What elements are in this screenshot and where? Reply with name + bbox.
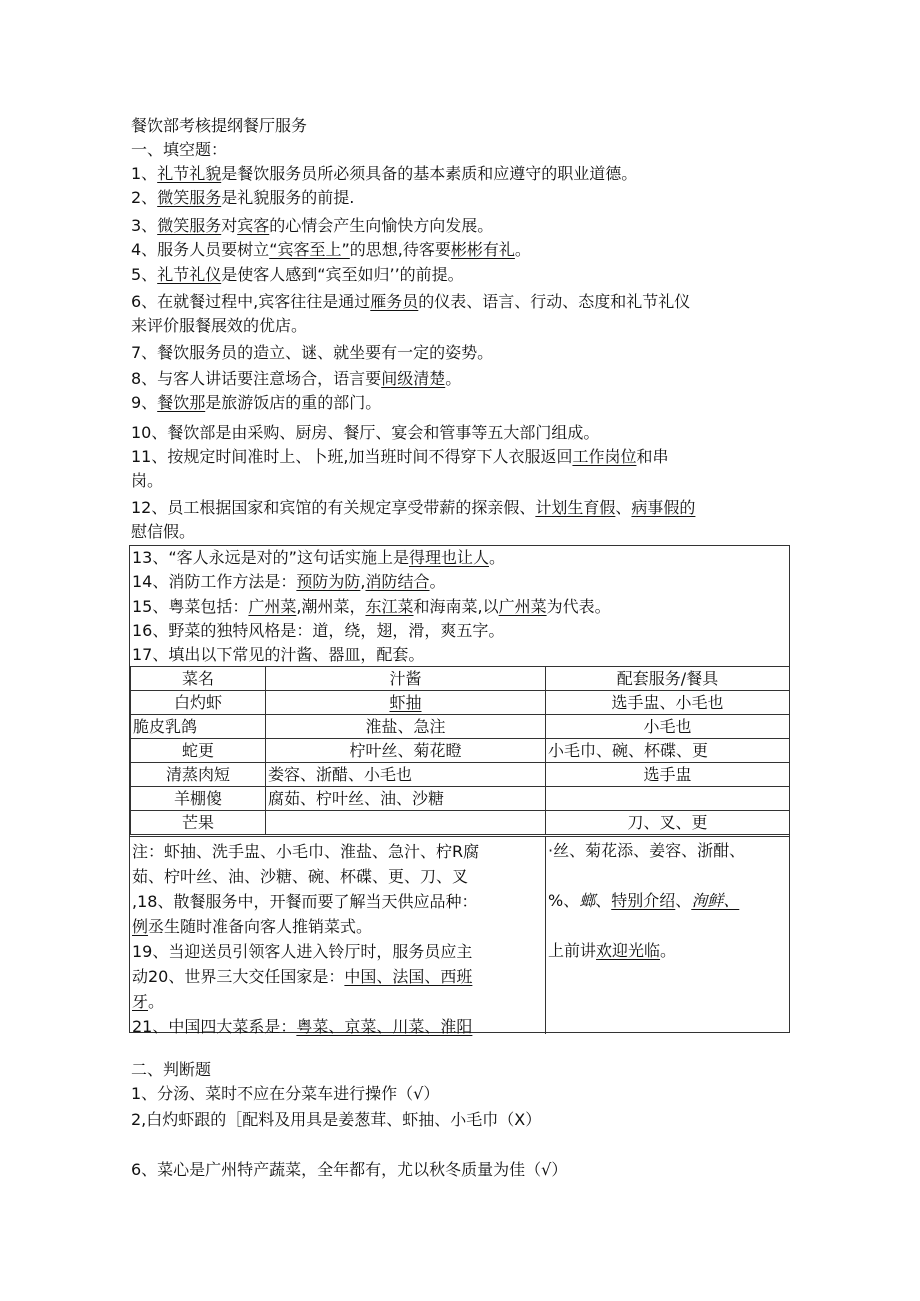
answer: 得理也让人 <box>408 548 489 567</box>
item-7: 7、餐饮服务员的造立、谜、就坐要有一定的姿势。 <box>131 343 494 362</box>
judge-item: 2,白灼虾跟的［配料及用具是姜葱茸、虾抽、小毛巾（X） <box>131 1110 542 1129</box>
answer: 礼节礼貌 <box>157 164 222 183</box>
judge-item: 1、分汤、菜时不应在分菜车进行操作（√） <box>131 1084 440 1103</box>
answer: 洵鲜、 <box>691 891 740 910</box>
notes-left <box>132 839 544 1039</box>
boxed-section <box>129 545 790 1036</box>
answer: 预防为防 <box>296 572 361 591</box>
item-num: 5、 <box>131 265 158 284</box>
answer: 微笑服务 <box>157 188 222 207</box>
table-cell: 羊棚傻 <box>131 787 266 811</box>
table-cell <box>266 811 546 835</box>
notes-right <box>545 837 790 1034</box>
item-num: 9、 <box>131 393 158 412</box>
item-text: 为代表。 <box>546 597 611 616</box>
answer: “宾客至上” <box>269 240 350 259</box>
section-heading-fill: 一、填空题： <box>131 140 228 159</box>
item-text: 是餐饮服务员所必须具备的基本素质和应遵守的职业道德。 <box>221 164 638 183</box>
note-line <box>132 964 544 989</box>
item-12 <box>131 496 695 520</box>
item-12-cont: 慰信假。 <box>131 522 196 541</box>
item-text: 15、粤菜包括： <box>132 597 249 616</box>
table-cell <box>546 787 790 811</box>
table-cell: 清蒸肉短 <box>131 763 266 787</box>
table-row <box>131 739 790 763</box>
item-9 <box>131 391 381 415</box>
item-text: 。 <box>445 369 462 388</box>
item-11-cont: 岗。 <box>131 471 164 490</box>
item-6-cont: 来评价服餐展效的优店。 <box>131 316 308 335</box>
table-cell: 淮盐、急注 <box>266 715 546 739</box>
note-text: 、 <box>595 891 612 910</box>
answer: 广州菜 <box>498 597 547 616</box>
item-4 <box>131 238 531 262</box>
item-text: 和串 <box>636 447 669 466</box>
table-cell: 选手盅 <box>546 763 790 787</box>
table-header: 配套服务/餐具 <box>546 667 790 691</box>
table-cell: 虾抽 <box>389 692 422 712</box>
table-header: 汁酱 <box>266 667 546 691</box>
answer: 东江菜 <box>365 597 414 616</box>
section-heading-judge: 二、判断题 <box>131 1060 212 1079</box>
table-cell: 小毛巾、碗、杯碟、更 <box>546 739 790 763</box>
item-text: 是使客人感到“宾至如归’’的前提。 <box>221 265 464 284</box>
item-text: 13、“客人永远是对的”这句话实施上是 <box>132 548 409 567</box>
notes-block <box>130 836 789 1034</box>
answer: 消防结合 <box>365 572 430 591</box>
judge-item: 6、菜心是广州特产蔬菜，全年都有，尤以秋冬质量为佳（√） <box>131 1160 568 1179</box>
table-cell: 刀、叉、更 <box>546 811 790 835</box>
item-15 <box>132 595 611 619</box>
item-text: 和海南菜,以 <box>413 597 499 616</box>
table-row <box>131 787 790 811</box>
table-cell: 蛇更 <box>131 739 266 763</box>
item-num: 3、 <box>131 216 158 235</box>
table-row <box>131 763 790 787</box>
item-text: 的仪表、语言、行动、态度和礼节礼仪 <box>418 292 691 311</box>
table-row <box>131 811 790 835</box>
note-line: 茹、柠叶丝、油、沙糖、碗、杯碟、更、刀、叉 <box>132 867 469 886</box>
table-cell: 娄容、浙醋、小毛也 <box>266 763 546 787</box>
item-14 <box>132 570 446 594</box>
table-header: 菜名 <box>131 667 266 691</box>
note-text: 。 <box>660 941 677 960</box>
answer: 彬彬有礼 <box>450 240 515 259</box>
item-text: 6、在就餐过程中,宾客往往是通过 <box>131 292 371 311</box>
answer: 病事假的 <box>631 498 696 517</box>
sauce-table <box>130 666 790 835</box>
note-line: 注：虾抽、洗手盅、小毛巾、淮盐、急汁、柠R腐 <box>132 842 480 861</box>
table-cell: 柠叶丝、菊花瞪 <box>266 739 546 763</box>
note-text: 、 <box>675 891 692 910</box>
item-text: 。 <box>514 240 531 259</box>
item-text: 、 <box>615 498 632 517</box>
item-text: 对 <box>221 216 238 235</box>
item-3 <box>131 214 493 238</box>
note-text: 。 <box>148 992 165 1011</box>
item-text: ,潮州菜， <box>296 597 366 616</box>
table-cell: 脆皮乳鸽 <box>131 715 266 739</box>
item-8 <box>131 367 461 391</box>
answer: 例 <box>132 917 149 936</box>
answer: 牙 <box>132 992 149 1011</box>
answer: 工作岗位 <box>572 447 637 466</box>
note-line: ·丝、菊花添、姜容、浙酣、 <box>548 841 746 860</box>
item-5 <box>131 263 464 287</box>
item-text: 是旅游饭店的重的部门。 <box>205 393 382 412</box>
item-10: 10、餐饮部是由采购、厨房、餐厅、宴会和管事等五大部门组成。 <box>131 423 600 442</box>
answer: 中国、法国、西班 <box>344 967 473 986</box>
item-num: 1、 <box>131 164 158 183</box>
answer: 粤菜、京菜、川菜、淮阳 <box>296 1017 473 1036</box>
table-cell: 芒果 <box>131 811 266 835</box>
item-text: 的思想,待客要 <box>349 240 451 259</box>
item-text: 4、服务人员要树立 <box>131 240 270 259</box>
answer: 特别介绍 <box>611 891 676 910</box>
note-line <box>132 1014 544 1039</box>
answer: 广州菜 <box>248 597 297 616</box>
note-line <box>132 989 544 1014</box>
note-text: 螂 <box>579 891 596 910</box>
item-13 <box>132 546 505 570</box>
table-row <box>131 715 790 739</box>
note-text: 丞生随时准备向客人推销菜式。 <box>148 917 373 936</box>
item-17: 17、填出以下常见的汁酱、器皿，配套。 <box>132 645 425 664</box>
item-1 <box>131 162 637 186</box>
note-line <box>132 914 544 939</box>
note-text: 21、中国四大菜系是： <box>132 1017 297 1036</box>
item-num: 2、 <box>131 188 158 207</box>
answer: 餐饮那 <box>157 393 206 412</box>
table-cell: 选手盅、小毛也 <box>546 691 790 715</box>
item-text: 14、消防工作方法是： <box>132 572 297 591</box>
item-text: 。 <box>429 572 446 591</box>
note-line: 19、当迎送员引领客人进入铃厅时，服务员应主 <box>132 942 473 961</box>
table-cell: 小毛也 <box>546 715 790 739</box>
item-text: , <box>360 572 366 591</box>
item-11 <box>131 445 668 469</box>
answer: 雁务员 <box>370 292 419 311</box>
answer: 间级清楚 <box>381 369 446 388</box>
answer: 宾客 <box>237 216 270 235</box>
item-text: 12、员工根据国家和宾馆的有关规定享受带薪的探亲假、 <box>131 498 536 517</box>
answer: 计划生育假 <box>535 498 616 517</box>
table-header-row <box>131 667 790 691</box>
item-text: 是礼貌服务的前提. <box>221 188 355 207</box>
answer: 微笑服务 <box>157 216 222 235</box>
item-text: 11、按规定时间准时上、卜班,加当班时间不得穿下人衣服返回 <box>131 447 573 466</box>
item-text: 的心情会产生向愉快方向发展。 <box>269 216 494 235</box>
doc-title: 餐饮部考核提纲餐厅服务 <box>131 116 308 135</box>
table-cell: 腐茹、柠叶丝、油、沙糖 <box>266 787 546 811</box>
note-text: %、 <box>548 891 580 910</box>
answer: 欢迎光临 <box>596 941 661 960</box>
table-cell: 白灼虾 <box>131 691 266 715</box>
item-16: 16、野菜的独特风格是：道，绕，翅，滑，爽五字。 <box>132 621 505 640</box>
table-row <box>131 691 790 715</box>
item-text: 。 <box>488 548 505 567</box>
item-2 <box>131 186 354 210</box>
answer: 礼节礼仪 <box>157 265 222 284</box>
note-line <box>548 889 739 913</box>
item-6 <box>131 290 690 314</box>
note-text: 动20、世界三大交任国家是： <box>132 967 345 986</box>
note-line: ,18、散餐服务中，开餐而要了解当天供应品种： <box>132 892 478 911</box>
note-line <box>548 939 676 963</box>
item-text: 8、与客人讲话要注意场合，语言要 <box>131 369 382 388</box>
note-text: 上前讲 <box>548 941 597 960</box>
